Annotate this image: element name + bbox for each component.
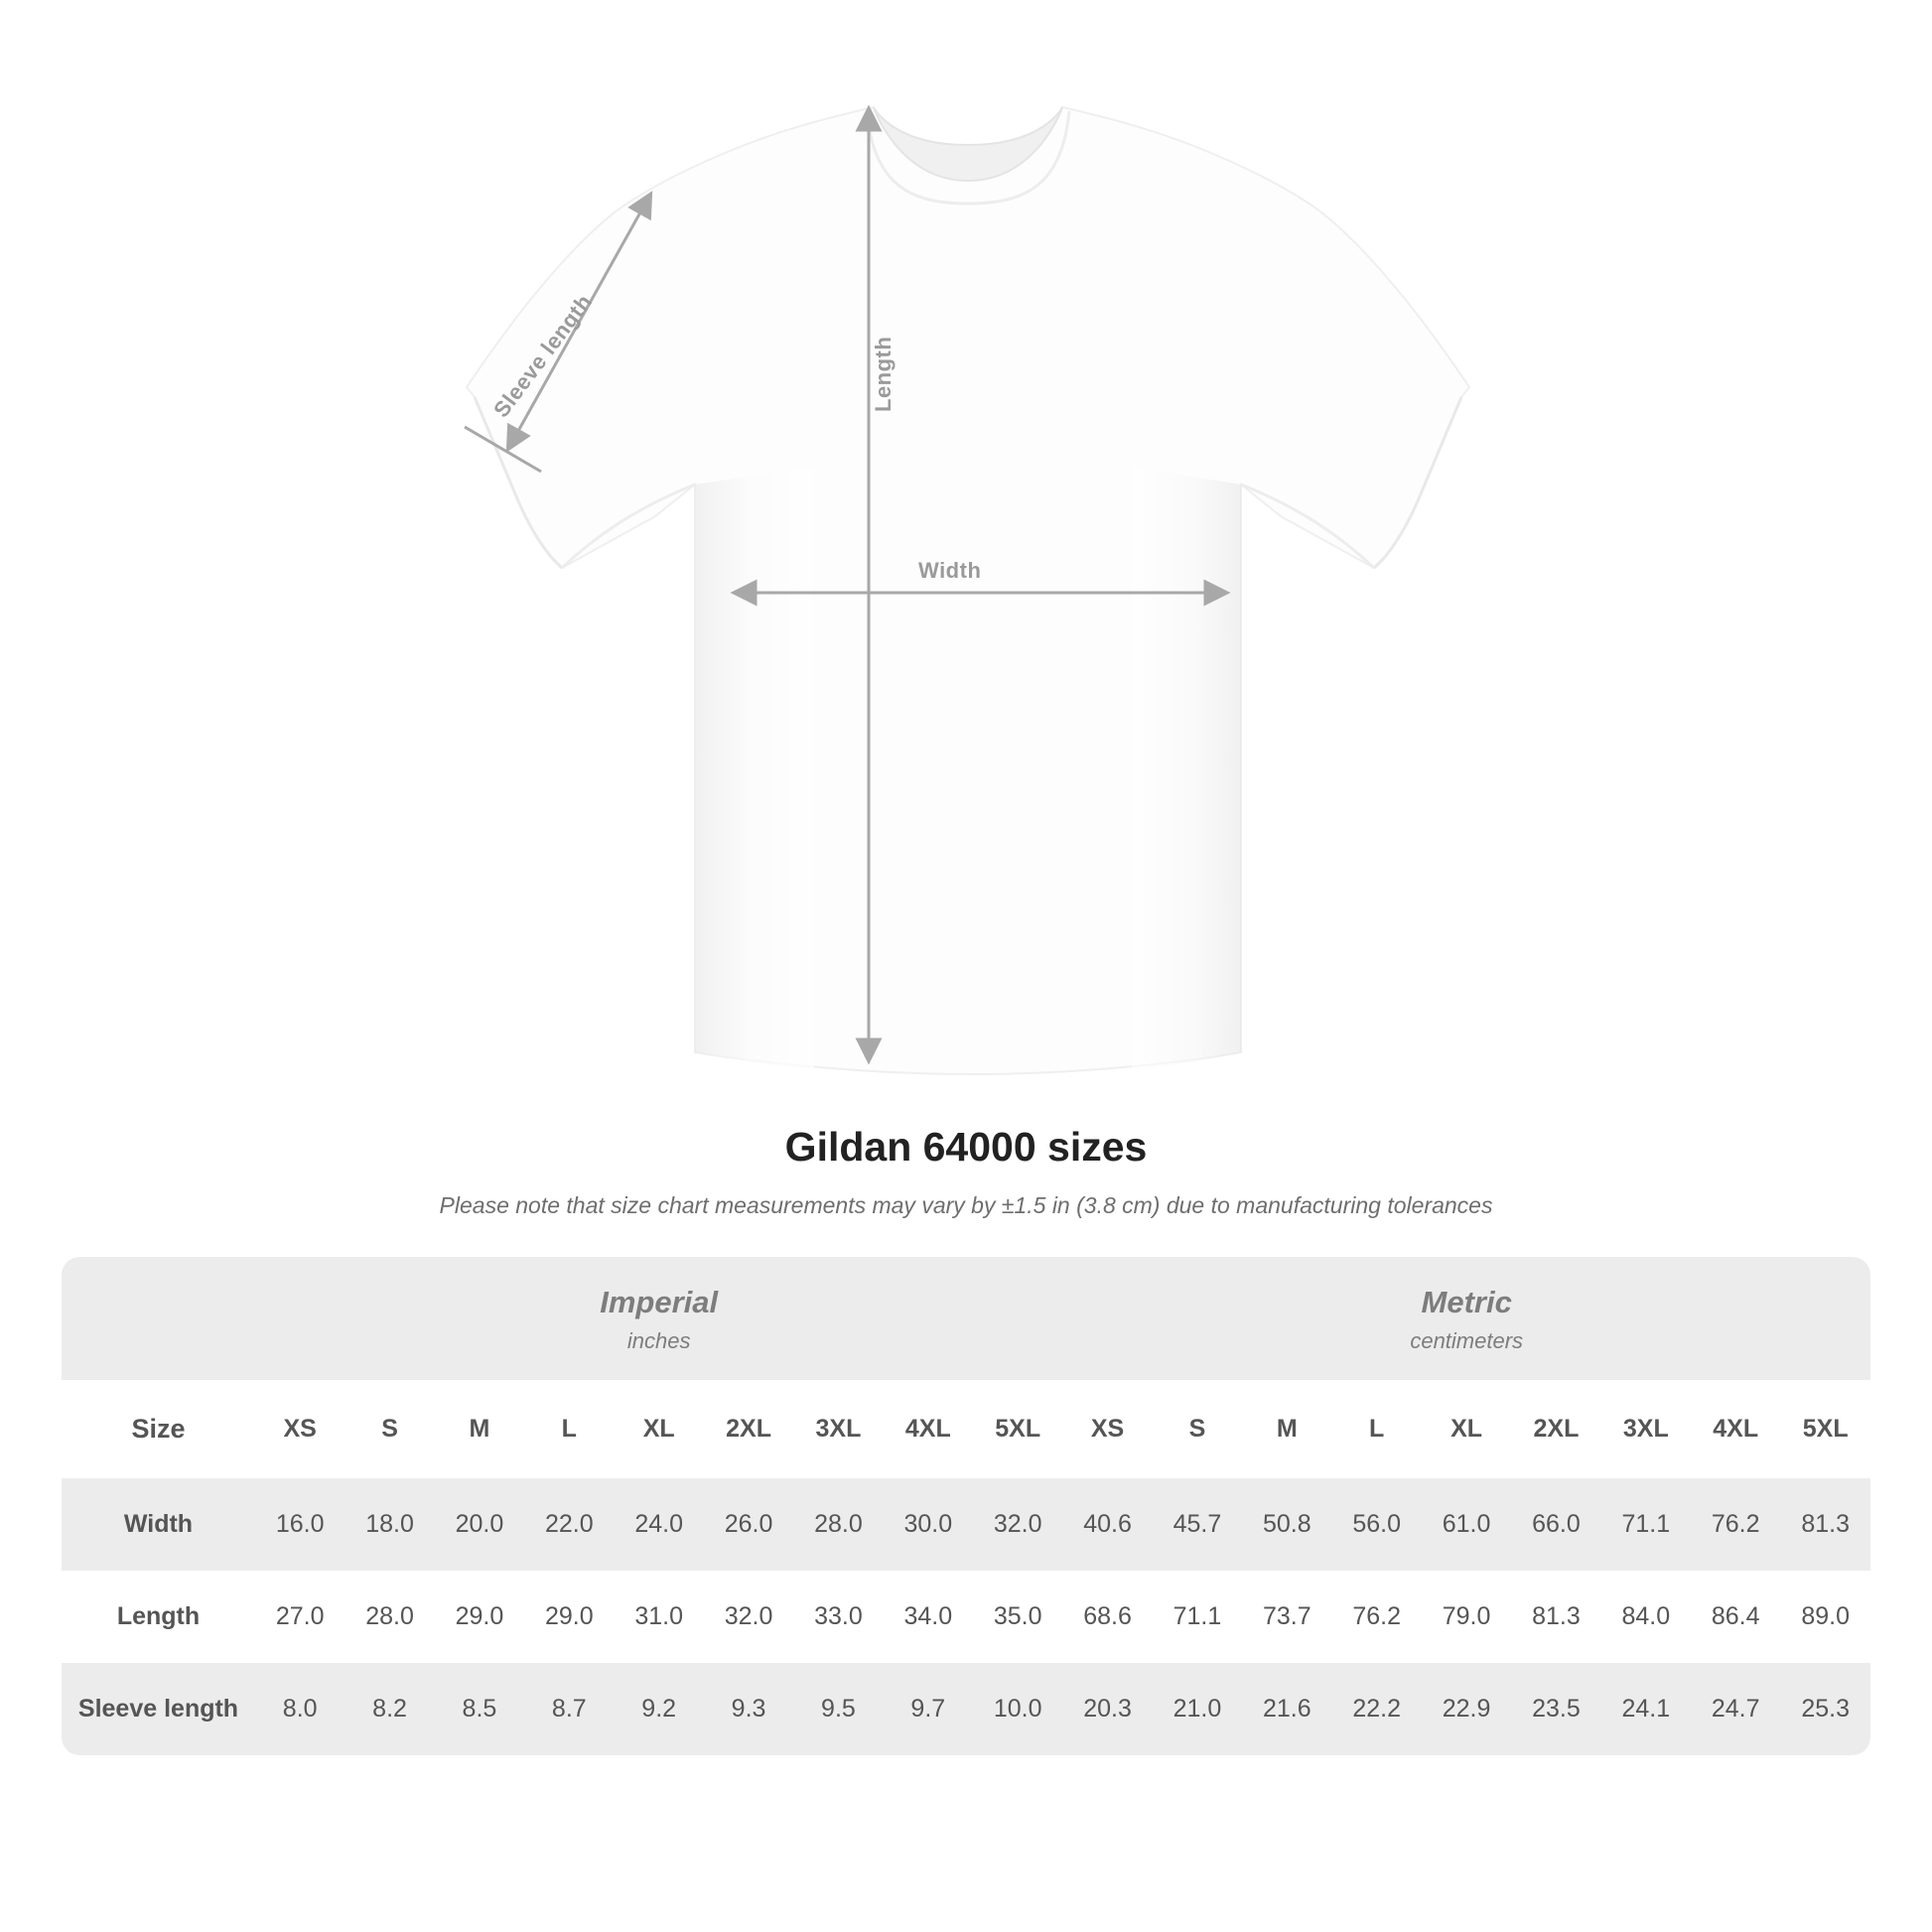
size-header-imperial-xl: XL [615, 1380, 704, 1478]
cell-sleeve-imperial-m: 8.5 [435, 1663, 524, 1755]
cell-sleeve-metric-4xl: 24.7 [1691, 1663, 1780, 1755]
cell-length-imperial-2xl: 32.0 [704, 1571, 793, 1663]
unit-title-metric: Metric [1421, 1285, 1512, 1319]
size-header-metric-xl: XL [1422, 1380, 1511, 1478]
cell-width-metric-m: 50.8 [1242, 1478, 1331, 1571]
size-header-metric-m: M [1242, 1380, 1331, 1478]
row-label-width: Width [62, 1478, 255, 1571]
cell-sleeve-metric-s: 21.0 [1153, 1663, 1242, 1755]
unit-subtitle-metric: centimeters [1410, 1328, 1524, 1353]
cell-sleeve-imperial-3xl: 9.5 [793, 1663, 883, 1755]
cell-length-metric-2xl: 81.3 [1511, 1571, 1600, 1663]
cell-sleeve-imperial-xs: 8.0 [255, 1663, 345, 1755]
cell-length-imperial-4xl: 34.0 [884, 1571, 973, 1663]
size-header-imperial-4xl: 4XL [884, 1380, 973, 1478]
length-dimension-label: Length [871, 336, 896, 412]
cell-width-metric-l: 56.0 [1332, 1478, 1422, 1571]
size-header-metric-3xl: 3XL [1601, 1380, 1691, 1478]
cell-length-imperial-xl: 31.0 [615, 1571, 704, 1663]
cell-sleeve-metric-5xl: 25.3 [1780, 1663, 1870, 1755]
size-header-metric-5xl: 5XL [1780, 1380, 1870, 1478]
table-row [62, 1571, 1870, 1663]
cell-width-imperial-4xl: 30.0 [884, 1478, 973, 1571]
cell-length-metric-4xl: 86.4 [1691, 1571, 1780, 1663]
cell-width-metric-4xl: 76.2 [1691, 1478, 1780, 1571]
cell-width-imperial-l: 22.0 [524, 1478, 614, 1571]
cell-width-imperial-m: 20.0 [435, 1478, 524, 1571]
page-title: Gildan 64000 sizes [784, 1124, 1148, 1170]
size-header-imperial-s: S [345, 1380, 434, 1478]
cell-width-metric-xl: 61.0 [1422, 1478, 1511, 1571]
cell-length-metric-l: 76.2 [1332, 1571, 1422, 1663]
cell-length-metric-m: 73.7 [1242, 1571, 1331, 1663]
size-table-wrapper [62, 1257, 1870, 1755]
size-table [62, 1257, 1870, 1755]
size-header-row [62, 1380, 1870, 1478]
tolerance-note: Please note that size chart measurements may vary by ±1.5 in (3.8 cm) due to manufacturing tolerances [439, 1192, 1493, 1218]
cell-sleeve-imperial-xl: 9.2 [615, 1663, 704, 1755]
unit-title-imperial: Imperial [600, 1285, 719, 1319]
unit-header-row [62, 1257, 1870, 1380]
size-header-metric-4xl: 4XL [1691, 1380, 1780, 1478]
cell-length-imperial-5xl: 35.0 [973, 1571, 1062, 1663]
row-label-sleeve-length: Sleeve length [62, 1663, 255, 1755]
size-header-metric-l: L [1332, 1380, 1422, 1478]
cell-sleeve-metric-m: 21.6 [1242, 1663, 1331, 1755]
cell-width-metric-5xl: 81.3 [1780, 1478, 1870, 1571]
cell-width-metric-xs: 40.6 [1062, 1478, 1152, 1571]
cell-sleeve-imperial-2xl: 9.3 [704, 1663, 793, 1755]
size-header-label: Size [62, 1380, 255, 1478]
sleeve-length-dimension-label: Sleeve length [488, 289, 598, 423]
size-header-metric-2xl: 2XL [1511, 1380, 1600, 1478]
cell-sleeve-metric-2xl: 23.5 [1511, 1663, 1600, 1755]
cell-width-imperial-2xl: 26.0 [704, 1478, 793, 1571]
cell-length-imperial-m: 29.0 [435, 1571, 524, 1663]
cell-width-imperial-xl: 24.0 [615, 1478, 704, 1571]
unit-header-imperial [255, 1257, 1062, 1380]
cell-sleeve-metric-xs: 20.3 [1062, 1663, 1152, 1755]
width-dimension-label: Width [918, 558, 982, 583]
cell-length-imperial-3xl: 33.0 [793, 1571, 883, 1663]
cell-width-metric-2xl: 66.0 [1511, 1478, 1600, 1571]
size-header-imperial-xs: XS [255, 1380, 345, 1478]
cell-length-metric-xl: 79.0 [1422, 1571, 1511, 1663]
cell-sleeve-imperial-5xl: 10.0 [973, 1663, 1062, 1755]
table-row [62, 1663, 1870, 1755]
size-header-imperial-5xl: 5XL [973, 1380, 1062, 1478]
cell-sleeve-metric-3xl: 24.1 [1601, 1663, 1691, 1755]
size-header-metric-s: S [1153, 1380, 1242, 1478]
unit-header-metric [1062, 1257, 1870, 1380]
cell-length-imperial-s: 28.0 [345, 1571, 434, 1663]
cell-length-metric-3xl: 84.0 [1601, 1571, 1691, 1663]
cell-sleeve-imperial-l: 8.7 [524, 1663, 614, 1755]
cell-length-metric-xs: 68.6 [1062, 1571, 1152, 1663]
cell-width-metric-3xl: 71.1 [1601, 1478, 1691, 1571]
cell-length-imperial-l: 29.0 [524, 1571, 614, 1663]
cell-width-imperial-3xl: 28.0 [793, 1478, 883, 1571]
unit-header-spacer [62, 1257, 255, 1380]
cell-width-imperial-s: 18.0 [345, 1478, 434, 1571]
size-header-metric-xs: XS [1062, 1380, 1152, 1478]
cell-length-metric-5xl: 89.0 [1780, 1571, 1870, 1663]
cell-sleeve-imperial-4xl: 9.7 [884, 1663, 973, 1755]
cell-width-metric-s: 45.7 [1153, 1478, 1242, 1571]
cell-sleeve-metric-l: 22.2 [1332, 1663, 1422, 1755]
cell-length-imperial-xs: 27.0 [255, 1571, 345, 1663]
cell-width-imperial-5xl: 32.0 [973, 1478, 1062, 1571]
row-label-length: Length [62, 1571, 255, 1663]
unit-subtitle-imperial: inches [626, 1328, 691, 1353]
size-header-imperial-l: L [524, 1380, 614, 1478]
size-header-imperial-3xl: 3XL [793, 1380, 883, 1478]
size-header-imperial-2xl: 2XL [704, 1380, 793, 1478]
cell-width-imperial-xs: 16.0 [255, 1478, 345, 1571]
cell-sleeve-imperial-s: 8.2 [345, 1663, 434, 1755]
table-row [62, 1478, 1870, 1571]
size-header-imperial-m: M [435, 1380, 524, 1478]
cell-length-metric-s: 71.1 [1153, 1571, 1242, 1663]
cell-sleeve-metric-xl: 22.9 [1422, 1663, 1511, 1755]
